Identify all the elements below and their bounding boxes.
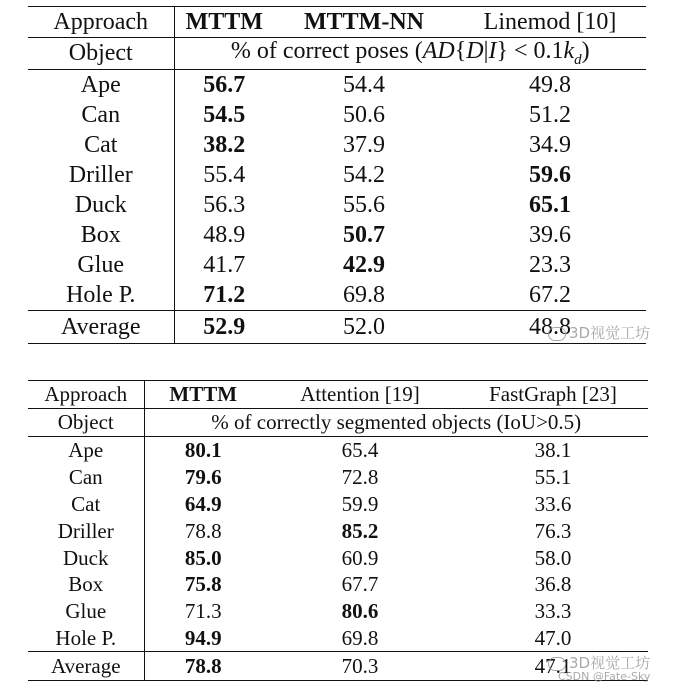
value-cell: 69.8 bbox=[274, 280, 454, 311]
value-cell: 52.0 bbox=[274, 310, 454, 343]
value-cell: 85.0 bbox=[184, 545, 222, 570]
value-cell: 65.4 bbox=[341, 438, 379, 463]
object-name-cell: Ape bbox=[28, 69, 174, 100]
object-name-cell: Average bbox=[28, 652, 144, 681]
value-cell: 76.3 bbox=[534, 518, 572, 543]
value-cell: 55.4 bbox=[203, 161, 246, 188]
value-cell: 78.8 bbox=[184, 518, 222, 543]
value-cell: 80.6 bbox=[341, 599, 379, 624]
table-row bbox=[28, 190, 646, 220]
watermark-csdn: CSDN @Fate-Sky bbox=[558, 670, 651, 683]
table-subheader-row bbox=[28, 38, 646, 70]
value-cell: 36.8 bbox=[534, 572, 572, 597]
header-mttm: MTTM bbox=[174, 7, 274, 38]
object-name-cell: Cat bbox=[28, 491, 144, 518]
value-cell: 78.8 bbox=[144, 652, 262, 681]
object-name-cell: Can bbox=[28, 100, 174, 130]
value-cell: 47.1 bbox=[458, 652, 648, 681]
value-cell: 54.2 bbox=[343, 161, 385, 188]
object-name-cell: Glue bbox=[28, 250, 174, 280]
value-cell: 38.2 bbox=[203, 131, 246, 158]
value-cell: 34.9 bbox=[529, 131, 571, 158]
value-cell: 47.0 bbox=[458, 625, 648, 652]
value-cell: 67.7 bbox=[341, 572, 379, 597]
subheader-object: Object bbox=[28, 409, 144, 437]
table-subheader-row bbox=[28, 409, 648, 437]
table-row bbox=[28, 130, 646, 160]
subheader-metric: % of correctly segmented objects (IoU>0.5) bbox=[144, 409, 648, 437]
table-row bbox=[28, 220, 646, 250]
value-cell: 38.1 bbox=[534, 438, 572, 463]
object-name-cell: Cat bbox=[28, 130, 174, 160]
object-name-cell: Box bbox=[28, 571, 144, 598]
header-mttm-nn: MTTM-NN bbox=[274, 7, 454, 38]
value-cell: 48.9 bbox=[203, 221, 246, 248]
value-cell: 70.3 bbox=[262, 652, 458, 681]
segmentation-accuracy-table bbox=[28, 380, 651, 683]
table-row bbox=[28, 491, 648, 518]
subheader-metric: % of correct poses $(AD\{D|I\} < 0.1k_d)$ bbox=[174, 38, 646, 70]
value-cell: 85.2 bbox=[341, 518, 379, 543]
object-name-cell: Hole P. bbox=[28, 280, 174, 311]
header-attention: Attention [19] bbox=[262, 381, 458, 409]
table-row bbox=[28, 160, 646, 190]
value-cell: 49.8 bbox=[529, 71, 571, 98]
value-cell: 58.0 bbox=[534, 545, 572, 570]
value-cell: 51.2 bbox=[529, 101, 571, 128]
object-name-cell: Glue bbox=[28, 598, 144, 625]
value-cell: 69.8 bbox=[262, 625, 458, 652]
value-cell: 71.3 bbox=[184, 599, 222, 624]
header-approach: Approach bbox=[28, 381, 144, 409]
value-cell: 41.7 bbox=[203, 251, 246, 278]
object-name-cell: Ape bbox=[28, 437, 144, 464]
header-approach: Approach bbox=[28, 7, 174, 38]
table-row bbox=[28, 517, 648, 544]
value-cell: 56.7 bbox=[203, 71, 246, 98]
table-row bbox=[28, 100, 646, 130]
object-name-cell: Can bbox=[28, 464, 144, 491]
table-row bbox=[28, 69, 646, 100]
value-cell: 39.6 bbox=[529, 221, 571, 248]
value-cell: 71.2 bbox=[174, 280, 274, 311]
value-cell: 59.6 bbox=[529, 161, 571, 188]
header-mttm: MTTM bbox=[144, 381, 262, 409]
value-cell: 50.7 bbox=[343, 221, 385, 248]
object-name-cell: Driller bbox=[28, 160, 174, 190]
value-cell: 80.1 bbox=[184, 438, 222, 463]
value-cell: 37.9 bbox=[343, 131, 385, 158]
object-name-cell: Average bbox=[28, 310, 174, 343]
value-cell: 59.9 bbox=[341, 491, 379, 516]
table-body bbox=[28, 437, 651, 683]
value-cell: 52.9 bbox=[174, 310, 274, 343]
table-row bbox=[28, 571, 648, 598]
object-name-cell: Duck bbox=[28, 190, 174, 220]
value-cell: 48.8 bbox=[454, 310, 646, 343]
table-row bbox=[28, 464, 648, 491]
value-cell: 33.3 bbox=[534, 599, 572, 624]
subheader-object: Object bbox=[28, 38, 174, 70]
pose-accuracy-table bbox=[28, 6, 646, 344]
value-cell: 54.5 bbox=[203, 101, 246, 128]
value-cell: 54.4 bbox=[343, 71, 385, 98]
object-name-cell: Hole P. bbox=[28, 625, 144, 652]
object-name-cell: Box bbox=[28, 220, 174, 250]
table-row bbox=[28, 280, 646, 311]
table-header-row bbox=[28, 7, 646, 38]
value-cell: 42.9 bbox=[343, 251, 385, 278]
value-cell: 65.1 bbox=[529, 191, 571, 218]
value-cell: 64.9 bbox=[184, 491, 222, 516]
watermark: 3D视觉工坊 bbox=[548, 322, 650, 343]
value-cell: 56.3 bbox=[203, 191, 246, 218]
object-name-cell: Driller bbox=[28, 517, 144, 544]
table-row bbox=[28, 250, 646, 280]
table-body bbox=[28, 69, 646, 343]
wechat-icon bbox=[548, 657, 566, 671]
header-linemod: Linemod [10] bbox=[454, 7, 646, 38]
wechat-icon bbox=[548, 327, 566, 341]
value-cell: 55.1 bbox=[534, 465, 572, 490]
value-cell: 72.8 bbox=[341, 465, 379, 490]
value-cell: 67.2 bbox=[454, 280, 646, 311]
table-row bbox=[28, 437, 648, 464]
value-cell: 75.8 bbox=[184, 572, 222, 597]
value-cell: 50.6 bbox=[343, 101, 385, 128]
watermark: 3D视觉工坊 bbox=[548, 652, 650, 673]
object-name-cell: Duck bbox=[28, 544, 144, 571]
table-header-row bbox=[28, 381, 648, 409]
table-row bbox=[28, 625, 648, 652]
table-row bbox=[28, 598, 648, 625]
value-cell: 79.6 bbox=[184, 465, 222, 490]
table-row bbox=[28, 544, 648, 571]
value-cell: 94.9 bbox=[144, 625, 262, 652]
value-cell: 60.9 bbox=[341, 545, 379, 570]
value-cell: 23.3 bbox=[529, 251, 571, 278]
header-fastgraph: FastGraph [23] bbox=[458, 381, 648, 409]
value-cell: 33.6 bbox=[534, 491, 572, 516]
value-cell: 55.6 bbox=[343, 191, 385, 218]
